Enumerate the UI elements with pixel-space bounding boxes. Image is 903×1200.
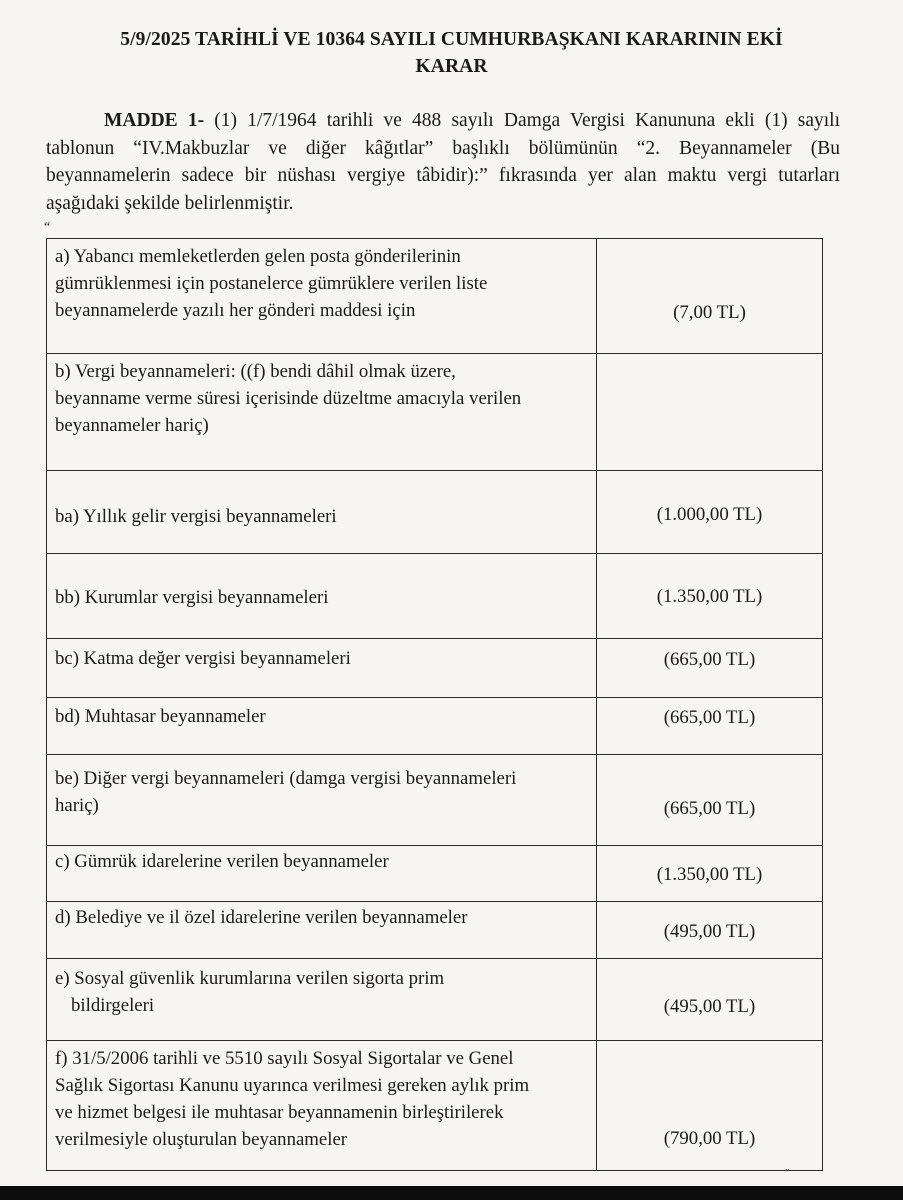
row-description [47, 1041, 597, 1171]
row-text: a) Yabancı memleketlerden gelen posta gönderilerinin [55, 246, 461, 267]
row-text: c) Gümrük idarelerine verilen beyannameler [55, 851, 389, 872]
article-line-4: aşağıdaki şekilde belirlenmiştir. [46, 192, 294, 214]
table-row [47, 554, 823, 639]
row-description [47, 755, 597, 846]
row-text: Sağlık Sigortası Kanunu uyarınca verilmesi gereken aylık prim [55, 1075, 530, 1096]
row-amount-cell [597, 755, 823, 846]
row-amount: (665,00 TL) [663, 649, 756, 670]
row-text: beyannameler hariç) [55, 415, 209, 436]
row-text: b) Vergi beyannameleri: ((f) bendi dâhil olmak üzere, [55, 361, 456, 382]
row-description [47, 959, 597, 1041]
row-description [47, 698, 597, 755]
row-amount: (1.000,00 TL) [656, 504, 763, 525]
row-description [47, 239, 597, 354]
row-text: f) 31/5/2006 tarihli ve 5510 sayılı Sosyal Sigortalar ve Genel [55, 1048, 514, 1069]
row-amount-cell [597, 1041, 823, 1171]
document-title: 5/9/2025 TARİHLİ VE 10364 SAYILI CUMHURBAŞKANI KARARININ EKİ [120, 29, 783, 50]
row-text: gümrüklenmesi için postanelerce gümrüklere verilen liste [55, 273, 488, 294]
article-line-2: tablonun “IV.Makbuzlar ve diğer kâğıtlar” başlıklı bölümünün “2. Beyannameler (Bu [46, 137, 840, 159]
article-line-1 [46, 107, 840, 135]
row-description [47, 902, 597, 959]
row-amount: (7,00 TL) [673, 302, 746, 323]
row-text: beyannamelerde yazılı her gönderi maddesi için [55, 300, 416, 321]
row-amount: (790,00 TL) [663, 1128, 756, 1149]
table-row [47, 1041, 823, 1171]
article-paragraph [46, 107, 840, 217]
row-amount-cell [597, 959, 823, 1041]
row-amount: (495,00 TL) [663, 996, 756, 1017]
row-amount-cell [597, 239, 823, 354]
table-row [47, 698, 823, 755]
table-row [47, 639, 823, 698]
row-text: ba) Yıllık gelir vergisi beyannameleri [55, 506, 337, 527]
row-description [47, 639, 597, 698]
row-text: e) Sosyal güvenlik kurumlarına verilen sigorta prim [55, 968, 445, 989]
row-amount-cell [597, 846, 823, 902]
article-line-3: beyannamelerin sadece bir nüshası vergiye tâbidir):” fıkrasında yer alan maktu vergi tutarları [46, 165, 840, 186]
row-amount: (665,00 TL) [663, 798, 756, 819]
article-line-1-text: (1) 1/7/1964 tarihli ve 488 sayılı Damga Vergisi Kanununa ekli (1) sayılı [204, 110, 841, 131]
tax-amounts-table [46, 238, 823, 1171]
row-text: bd) Muhtasar beyannameler [55, 706, 266, 727]
row-text: ve hizmet belgesi ile muhtasar beyannamenin birleştirilerek [55, 1102, 504, 1123]
closing-quote: ” [785, 1168, 790, 1179]
table-row [47, 846, 823, 902]
row-description [47, 354, 597, 471]
row-amount: (495,00 TL) [663, 921, 756, 942]
screen-bottom-bar [0, 1186, 903, 1200]
row-amount-cell [597, 554, 823, 639]
table-row [47, 239, 823, 354]
document-title-continued: KARAR [415, 56, 488, 77]
row-amount-cell [597, 354, 823, 471]
row-amount-cell [597, 639, 823, 698]
row-description [47, 846, 597, 902]
row-amount-cell [597, 698, 823, 755]
row-amount: (1.350,00 TL) [656, 586, 763, 607]
row-text: beyanname verme süresi içerisinde düzeltme amacıyla verilen [55, 388, 522, 409]
table-row [47, 755, 823, 846]
row-description [47, 554, 597, 639]
row-text: bildirgeleri [71, 995, 155, 1016]
row-amount-cell [597, 471, 823, 554]
table-row [47, 902, 823, 959]
row-text: be) Diğer vergi beyannameleri (damga vergisi beyannameleri [55, 768, 517, 789]
table-row [47, 354, 823, 471]
opening-quote: “ [44, 220, 51, 235]
row-amount: (1.350,00 TL) [656, 864, 763, 885]
row-text: d) Belediye ve il özel idarelerine verilen beyannameler [55, 907, 468, 928]
row-description [47, 471, 597, 554]
row-amount: (665,00 TL) [663, 707, 756, 728]
row-text: bb) Kurumlar vergisi beyannameleri [55, 587, 329, 608]
table-row [47, 959, 823, 1041]
article-label: MADDE 1- [104, 110, 205, 131]
row-text: verilmesiyle oluşturulan beyannameler [55, 1129, 348, 1150]
row-amount-cell [597, 902, 823, 959]
row-text: hariç) [55, 795, 99, 816]
table-row [47, 471, 823, 554]
row-text: bc) Katma değer vergisi beyannameleri [55, 648, 351, 669]
